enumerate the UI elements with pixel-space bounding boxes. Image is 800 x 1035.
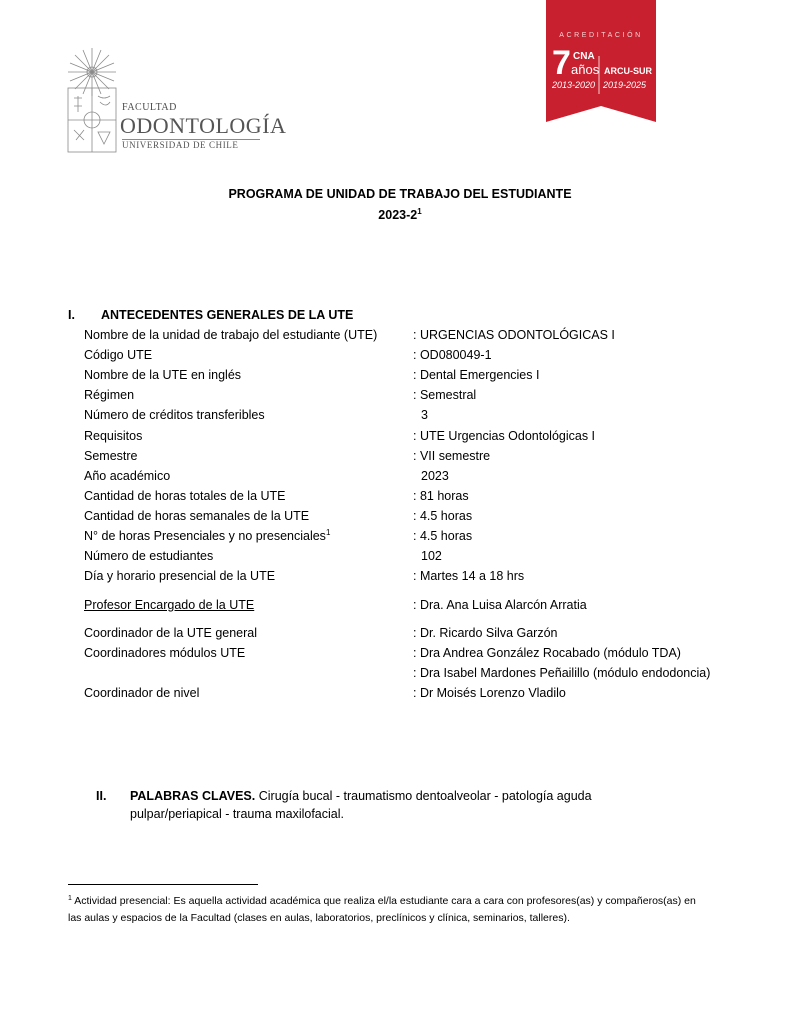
- info-label: Coordinador de la UTE general: [84, 626, 258, 640]
- info-value: : 4.5 horas: [413, 509, 473, 523]
- info-row: [84, 598, 784, 616]
- info-value: : Dra Isabel Mardones Peñailillo (módulo endodoncia): [413, 666, 711, 680]
- info-label: Semestre: [84, 449, 138, 463]
- title-footnote-mark: 1: [417, 207, 422, 216]
- info-row: [84, 666, 784, 684]
- info-label: Nombre de la unidad de trabajo del estudiante (UTE): [84, 328, 378, 342]
- info-row: [84, 328, 784, 346]
- info-value: 102: [421, 549, 442, 563]
- info-row: [84, 388, 784, 406]
- section1-title: ANTECEDENTES GENERALES DE LA UTE: [101, 308, 354, 322]
- accreditation-years-number: 7: [552, 44, 571, 82]
- accreditation-ribbon: [546, 0, 656, 125]
- info-value: : Martes 14 a 18 hrs: [413, 569, 525, 583]
- info-value: : OD080049-1: [413, 348, 492, 362]
- info-label: Régimen: [84, 388, 135, 402]
- info-value: : Dental Emergencies I: [413, 368, 540, 382]
- section1-number: I.: [68, 308, 75, 322]
- info-label: [84, 529, 330, 543]
- info-value: : VII semestre: [413, 449, 491, 463]
- footnote-text: Actividad presencial: Es aquella actividad académica que realiza el/la estudiante cara a cara con profesores(as) y compañeros(as) en las aulas y espacios de la Facultad (clases en aulas, laboratorios, preclínicos y clínica, seminarios, talleres).: [68, 895, 696, 924]
- document-title: PROGRAMA DE UNIDAD DE TRABAJO DEL ESTUDIANTE: [228, 187, 572, 201]
- faculty-logo: [66, 46, 287, 156]
- document-year: [0, 208, 800, 222]
- label-footnote-mark: 1: [325, 528, 331, 537]
- section2-title: PALABRAS CLAVES.: [130, 789, 256, 803]
- info-value: : Dra Andrea González Rocabado (módulo TDA): [413, 646, 681, 660]
- info-row: [84, 449, 784, 467]
- info-value: 3: [421, 408, 428, 422]
- footnote-separator: [68, 884, 258, 885]
- info-row: [84, 368, 784, 386]
- info-row: [84, 348, 784, 366]
- info-label: Día y horario presencial de la UTE: [84, 569, 276, 583]
- info-value: 2023: [421, 469, 449, 483]
- section2-number: II.: [96, 789, 107, 803]
- info-label: Profesor Encargado de la UTE: [84, 598, 255, 612]
- logo-university-text: UNIVERSIDAD DE CHILE: [122, 140, 239, 150]
- info-row: [84, 429, 784, 447]
- logo-faculty-text: FACULTAD: [122, 102, 177, 113]
- arcu-sur-label: ARCU-SUR: [604, 66, 652, 76]
- info-label: Coordinador de nivel: [84, 686, 200, 700]
- info-label: Número de créditos transferibles: [84, 408, 265, 422]
- info-row: [84, 626, 784, 644]
- info-value: : UTE Urgencias Odontológicas I: [413, 429, 596, 443]
- info-label: Código UTE: [84, 348, 153, 362]
- info-value: : 4.5 horas: [413, 529, 473, 543]
- info-row: [84, 489, 784, 507]
- info-row: [84, 569, 784, 587]
- info-row: [84, 529, 784, 547]
- info-row: [84, 646, 784, 664]
- arcu-sur-period: 2019-2025: [603, 80, 647, 90]
- accreditation-label: ACREDITACIÓN: [559, 32, 643, 39]
- info-label: Cantidad de horas semanales de la UTE: [84, 509, 310, 523]
- info-row: [84, 549, 784, 567]
- logo-odontologia-text: ODONTOLOGÍA: [120, 113, 287, 138]
- info-value: : URGENCIAS ODONTOLÓGICAS I: [413, 328, 615, 342]
- document-year-text: 2023-2: [378, 208, 418, 222]
- info-label: Año académico: [84, 469, 171, 483]
- keywords-text-continued: pulpar/periapical - trauma maxilofacial.: [130, 807, 344, 821]
- info-value: : Semestral: [413, 388, 477, 402]
- cna-label: CNA: [573, 51, 595, 62]
- info-value: : 81 horas: [413, 489, 469, 503]
- info-label: Requisitos: [84, 429, 143, 443]
- section2-paragraph-line1: [130, 789, 592, 803]
- info-value: : Dra. Ana Luisa Alarcón Arratia: [413, 598, 587, 612]
- info-row: [84, 408, 784, 426]
- footnote: [68, 893, 708, 927]
- info-label: Cantidad de horas totales de la UTE: [84, 489, 286, 503]
- info-label-text: N° de horas Presenciales y no presenciales: [84, 529, 326, 543]
- cna-period: 2013-2020: [552, 80, 596, 90]
- keywords-text: Cirugía bucal - traumatismo dentoalveolar - patología aguda: [258, 789, 592, 803]
- info-label: Número de estudiantes: [84, 549, 214, 563]
- info-value: : Dr Moisés Lorenzo Vladilo: [413, 686, 566, 700]
- footnote-mark: 1: [68, 895, 72, 902]
- info-label: Nombre de la UTE en inglés: [84, 368, 242, 382]
- info-row: [84, 509, 784, 527]
- info-row: [84, 686, 784, 704]
- info-value: : Dr. Ricardo Silva Garzón: [413, 626, 558, 640]
- info-label: Coordinadores módulos UTE: [84, 646, 246, 660]
- university-seal-icon: [66, 46, 118, 156]
- years-word: años: [571, 62, 600, 77]
- info-row: [84, 469, 784, 487]
